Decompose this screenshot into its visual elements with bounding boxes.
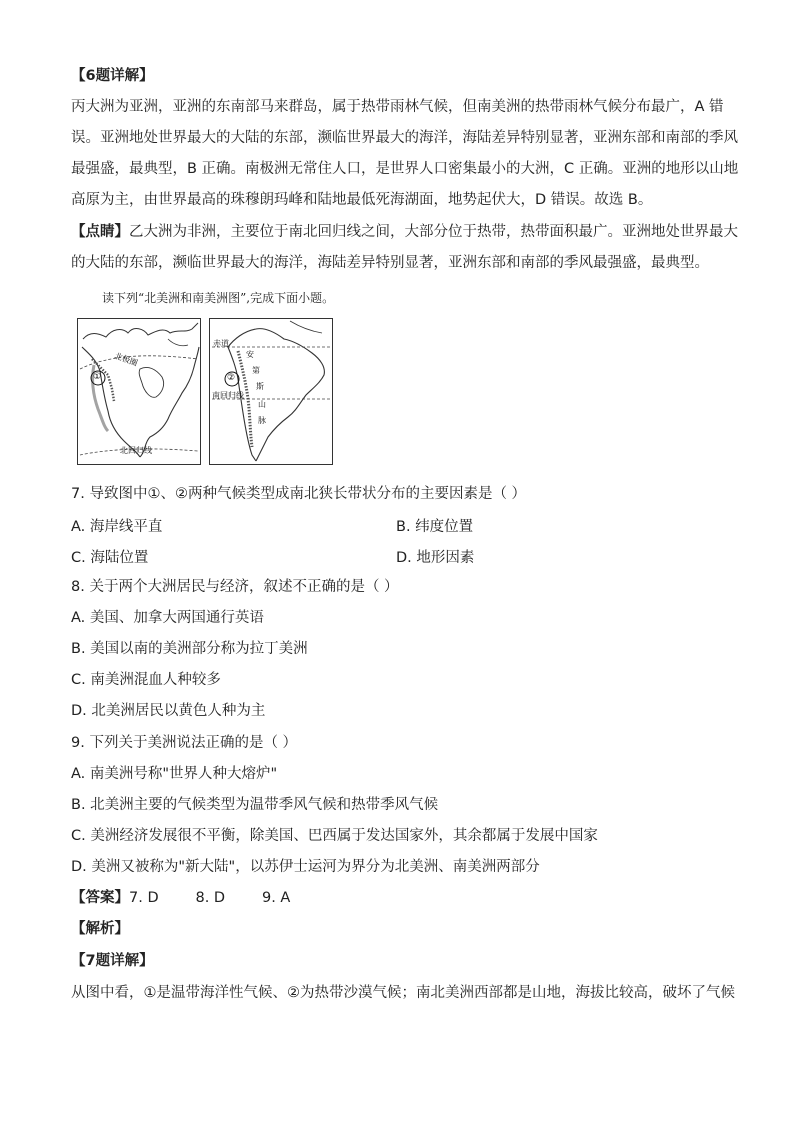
tip-text-1: 乙大洲为非洲，主要位于南北回归线之间，大部分位于热带，热带面积最广。亚洲地处世界最大 <box>129 224 738 240</box>
q9-option-d: D. 美洲又被称为"新大陆"，以苏伊士运河为界分为北美洲、南美洲两部分 <box>71 859 540 875</box>
north-america-drawing <box>78 319 200 464</box>
q8-option-a: A. 美国、加拿大两国通行英语 <box>71 610 264 626</box>
answer-line <box>71 888 290 908</box>
q7-option-a: A. 海岸线平直 <box>71 519 163 535</box>
answer-label: 【答案】 <box>71 890 129 906</box>
section7-heading: 【7题详解】 <box>71 953 154 969</box>
na-circle-label: ① <box>93 372 102 382</box>
tip-line-1 <box>71 222 738 242</box>
q8-option-d: D. 北美洲居民以黄色人种为主 <box>71 703 266 719</box>
sa-range-char-5: 脉 <box>258 416 266 425</box>
sa-tropic-label: 南回归线 <box>212 391 244 400</box>
section6-line-2: 误。亚洲地处世界最大的大陆的东部，濒临世界最大的海洋，海陆差异特别显著，亚洲东部和南部的季风 <box>71 130 738 146</box>
sa-equator-label: 赤道 <box>213 339 229 348</box>
q9-option-b: B. 北美洲主要的气候类型为温带季风气候和热带季风气候 <box>71 797 439 813</box>
south-america-map <box>209 318 333 465</box>
q9-option-a: A. 南美洲号称"世界人种大熔炉" <box>71 766 278 782</box>
section6-line-1: 丙大洲为亚洲，亚洲的东南部马来群岛，属于热带雨林气候，但南美洲的热带雨林气候分布最广，A 错 <box>71 99 724 115</box>
analysis-label: 【解析】 <box>71 921 129 937</box>
sa-range-char-1: 安 <box>246 350 254 359</box>
q7-stem: 7. 导致图中①、②两种气候类型成南北狭长带状分布的主要因素是（ ） <box>71 486 527 502</box>
answer-text: 7. D 8. D 9. A <box>129 890 291 906</box>
section6-heading: 【6题详解】 <box>71 68 154 84</box>
sa-range-char-3: 斯 <box>256 382 264 391</box>
section7-line-1: 从图中看，①是温带海洋性气候、②为热带沙漠气候；南北美洲西部都是山地，海拔比较高，破坏了气候 <box>71 985 735 1001</box>
q7-option-c: C. 海陆位置 <box>71 550 149 566</box>
tip-line-2: 的大陆的东部，濒临世界最大的海洋，海陆差异特别显著，亚洲东部和南部的季风最强盛，最典型。 <box>71 255 709 271</box>
sa-range-char-4: 山 <box>258 400 266 409</box>
q9-stem: 9. 下列关于美洲说法正确的是（ ） <box>71 735 298 751</box>
q7-option-d: D. 地形因素 <box>396 550 475 566</box>
tip-label: 【点睛】 <box>71 224 129 240</box>
section6-line-3: 最强盛，最典型，B 正确。南极洲无常住人口，是世界人口密集最小的大洲，C 正确。亚洲的地形以山地 <box>71 161 739 177</box>
q8-stem: 8. 关于两个大洲居民与经济，叙述不正确的是（ ） <box>71 579 399 595</box>
q9-option-c: C. 美洲经济发展很不平衡，除美国、巴西属于发达国家外，其余都属于发展中国家 <box>71 828 598 844</box>
sa-range-char-2: 第 <box>252 366 260 375</box>
sa-circle-label: ② <box>227 373 236 383</box>
map-intro: 读下列“北美洲和南美洲图”,完成下面小题。 <box>102 291 335 305</box>
q8-option-c: C. 南美洲混血人种较多 <box>71 672 221 688</box>
q7-option-b: B. 纬度位置 <box>396 519 474 535</box>
section6-line-4: 高原为主，由世界最高的珠穆朗玛峰和陆地最低死海湖面，地势起伏大，D 错误。故选 B。 <box>71 192 653 208</box>
na-tropic-label: 北回归线 <box>120 446 152 455</box>
na-arctic-label: 北极圈 <box>113 351 139 368</box>
north-america-map <box>77 318 201 465</box>
q8-option-b: B. 美国以南的美洲部分称为拉丁美洲 <box>71 641 308 657</box>
